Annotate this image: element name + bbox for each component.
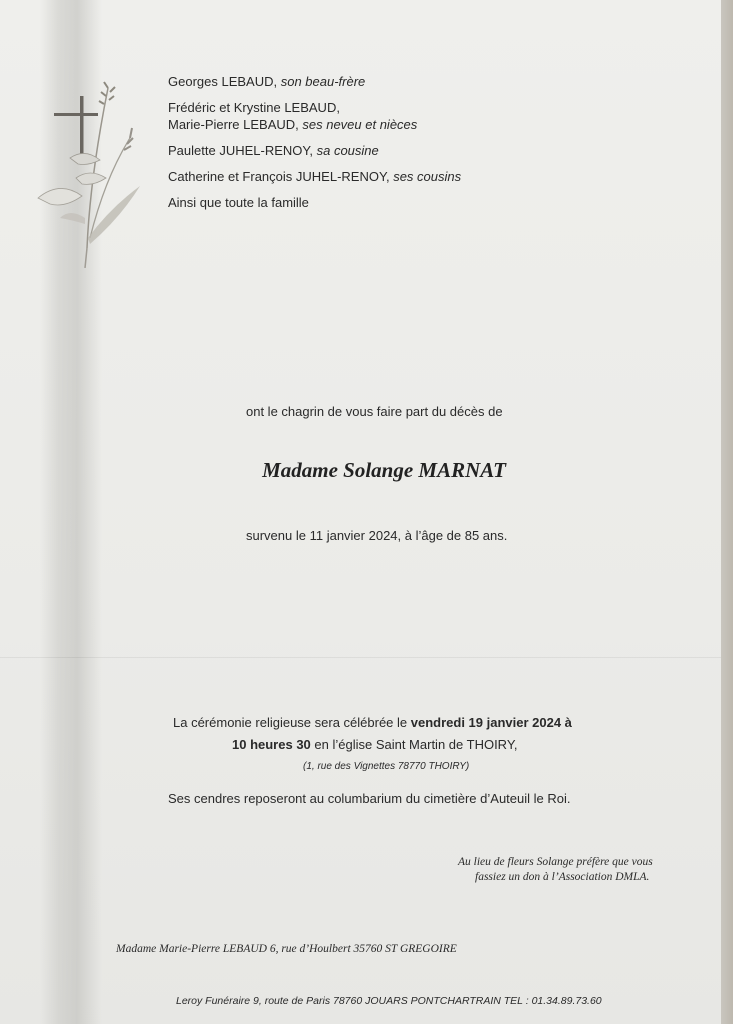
church-address: (1, rue des Vignettes 78770 THOIRY) (303, 761, 470, 772)
family-name: Georges LEBAUD, (168, 74, 281, 89)
cross-with-lily-and-wheat-icon (30, 68, 145, 268)
family-line-4 (168, 143, 379, 159)
family-relation: son beau-frère (280, 74, 366, 89)
family-relation: ses neveu et nièces (302, 117, 418, 132)
funeral-home-info: Leroy Funéraire 9, route de Paris 78760 JOUARS PONTCHARTRAIN TEL : 01.34.89.73.60 (176, 995, 602, 1007)
ceremony-line-2 (232, 737, 517, 753)
ceremony-time: 10 heures 30 (232, 737, 311, 752)
family-name: Catherine et François JUHEL-RENOY, (168, 169, 394, 184)
family-line-1 (168, 74, 365, 90)
family-line-5 (168, 169, 461, 185)
ceremony-place: en l’église Saint Martin de THOIRY, (310, 737, 518, 752)
card-edge (721, 0, 733, 1024)
ashes-text: Ses cendres reposeront au columbarium du cimetière d’Auteuil le Roi. (168, 791, 571, 806)
deceased-name: Madame Solange MARNAT (262, 458, 506, 482)
family-line-3 (168, 117, 417, 133)
ceremony-text: La cérémonie religieuse sera célébrée le (173, 715, 411, 730)
fold-line (0, 657, 721, 658)
family-name: Marie-Pierre LEBAUD, (168, 117, 303, 132)
family-relation: sa cousine (316, 143, 379, 158)
flowers-note-line-1: Au lieu de fleurs Solange préfère que vous (458, 856, 653, 868)
ceremony-line-1 (173, 715, 572, 731)
flowers-note-line-2: fassiez un don à l’Association DMLA. (475, 871, 650, 883)
family-line-6: Ainsi que toute la famille (168, 195, 309, 210)
family-name: Paulette JUHEL-RENOY, (168, 143, 317, 158)
ceremony-date: vendredi 19 janvier 2024 à (410, 715, 572, 730)
family-relation: ses cousins (393, 169, 462, 184)
announcement-text: ont le chagrin de vous faire part du décès de (246, 404, 503, 419)
death-details: survenu le 11 janvier 2024, à l’âge de 85 ans. (246, 528, 508, 543)
family-line-2: Frédéric et Krystine LEBAUD, (168, 100, 340, 115)
family-contact-address: Madame Marie-Pierre LEBAUD 6, rue d’Houlbert 35760 ST GREGOIRE (116, 943, 457, 955)
